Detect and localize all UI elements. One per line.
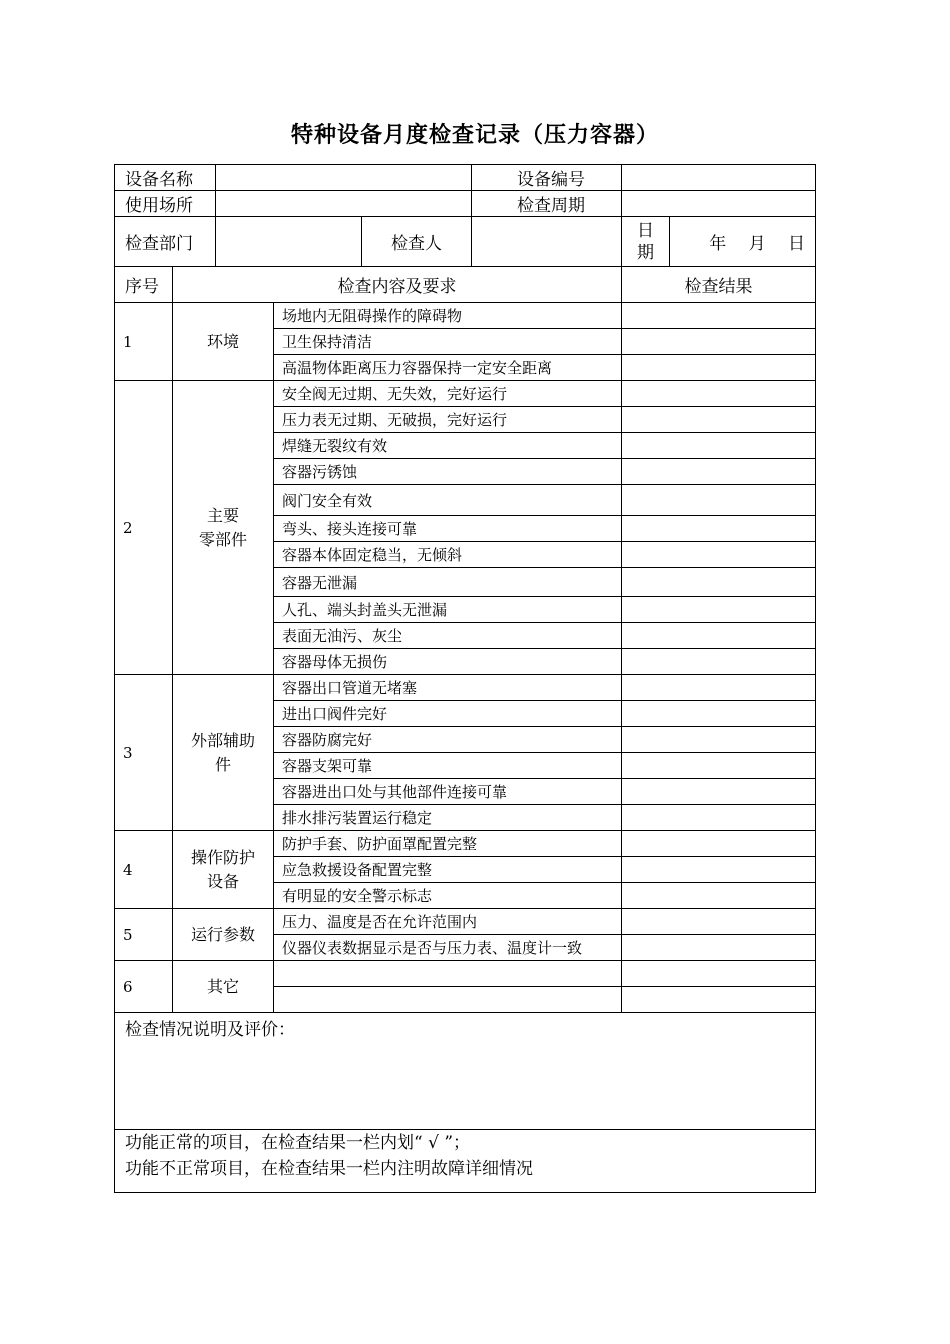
- check-item: 容器污锈蚀: [274, 459, 622, 485]
- section-seq: 2: [115, 381, 173, 675]
- date-label-line2: 期: [637, 242, 654, 263]
- check-item: 卫生保持清洁: [274, 329, 622, 355]
- result-cell[interactable]: [622, 355, 816, 381]
- result-cell[interactable]: [622, 542, 816, 568]
- result-cell[interactable]: [622, 485, 816, 516]
- section-name-line2: 设备: [206, 871, 239, 891]
- inspector-field[interactable]: [472, 217, 622, 267]
- date-label: [622, 217, 670, 267]
- location-label: 使用场所: [115, 191, 216, 217]
- result-cell[interactable]: [622, 568, 816, 597]
- device-no-label: 设备编号: [472, 165, 622, 191]
- section-name: [173, 381, 274, 675]
- notes-area: [115, 1130, 816, 1193]
- result-cell[interactable]: [622, 935, 816, 961]
- result-cell[interactable]: [622, 987, 816, 1013]
- result-cell[interactable]: [622, 805, 816, 831]
- check-item: 容器进出口处与其他部件连接可靠: [274, 779, 622, 805]
- check-item: 场地内无阻碍操作的障碍物: [274, 303, 622, 329]
- result-cell[interactable]: [622, 381, 816, 407]
- notes-line1: 功能正常的项目，在检查结果一栏内划“ √ ”；: [125, 1133, 471, 1153]
- section-name-line1: 操作防护: [190, 847, 255, 867]
- result-cell[interactable]: [622, 623, 816, 649]
- check-item: 容器母体无损伤: [274, 649, 622, 675]
- check-item: 高温物体距离压力容器保持一定安全距离: [274, 355, 622, 381]
- result-cell[interactable]: [622, 831, 816, 857]
- notes-line2: 功能不正常项目，在检查结果一栏内注明故障详细情况: [125, 1159, 533, 1179]
- result-cell[interactable]: [622, 459, 816, 485]
- device-no-field[interactable]: [622, 165, 816, 191]
- section-name: 运行参数: [173, 909, 274, 961]
- check-item: 容器无泄漏: [274, 568, 622, 597]
- device-name-label: 设备名称: [115, 165, 216, 191]
- check-item: 进出口阀件完好: [274, 701, 622, 727]
- section-name: 环境: [173, 303, 274, 381]
- period-label: 检查周期: [472, 191, 622, 217]
- check-item: 压力表无过期、无破损，完好运行: [274, 407, 622, 433]
- section-seq: 6: [115, 961, 173, 1013]
- remarks-label: 检查情况说明及评价：: [125, 1020, 295, 1040]
- date-field[interactable]: 年 月 日: [670, 217, 816, 267]
- check-item: 容器本体固定稳当，无倾斜: [274, 542, 622, 568]
- remarks-area[interactable]: [115, 1013, 816, 1130]
- result-cell[interactable]: [622, 883, 816, 909]
- result-cell[interactable]: [622, 961, 816, 987]
- date-label-line1: 日: [637, 220, 654, 241]
- check-item: 表面无油污、灰尘: [274, 623, 622, 649]
- check-item: 焊缝无裂纹有效: [274, 433, 622, 459]
- section-name: [173, 675, 274, 831]
- dept-label: 检查部门: [115, 217, 216, 267]
- section-seq: 3: [115, 675, 173, 831]
- section-seq: 1: [115, 303, 173, 381]
- section-name-line1: 外部辅助: [190, 730, 255, 750]
- device-name-field[interactable]: [216, 165, 472, 191]
- check-item: 防护手套、防护面罩配置完整: [274, 831, 622, 857]
- check-item: 排水排污装置运行稳定: [274, 805, 622, 831]
- section-name: [173, 831, 274, 909]
- result-cell[interactable]: [622, 516, 816, 542]
- check-item: 阀门安全有效: [274, 485, 622, 516]
- check-item: 容器支架可靠: [274, 753, 622, 779]
- result-cell[interactable]: [622, 675, 816, 701]
- check-item: 弯头、接头连接可靠: [274, 516, 622, 542]
- result-cell[interactable]: [622, 909, 816, 935]
- result-cell[interactable]: [622, 701, 816, 727]
- check-item: 容器出口管道无堵塞: [274, 675, 622, 701]
- location-field[interactable]: [216, 191, 472, 217]
- result-cell[interactable]: [622, 329, 816, 355]
- section-name-line2: 零部件: [198, 529, 247, 549]
- result-cell[interactable]: [622, 753, 816, 779]
- result-cell[interactable]: [622, 597, 816, 623]
- result-cell[interactable]: [622, 303, 816, 329]
- check-item: 人孔、端头封盖头无泄漏: [274, 597, 622, 623]
- section-name-line2: 件: [214, 754, 231, 774]
- section-seq: 5: [115, 909, 173, 961]
- result-header: 检查结果: [622, 267, 816, 303]
- result-cell[interactable]: [622, 857, 816, 883]
- period-field[interactable]: [622, 191, 816, 217]
- check-item: 仪器仪表数据显示是否与压力表、温度计一致: [274, 935, 622, 961]
- result-cell[interactable]: [622, 649, 816, 675]
- content-header: 检查内容及要求: [173, 267, 622, 303]
- seq-header: 序号: [115, 267, 173, 303]
- inspection-form: [114, 164, 816, 1193]
- inspector-label: 检查人: [362, 217, 472, 267]
- section-seq: 4: [115, 831, 173, 909]
- check-item[interactable]: [274, 987, 622, 1013]
- dept-field[interactable]: [216, 217, 362, 267]
- check-item[interactable]: [274, 961, 622, 987]
- section-name: 其它: [173, 961, 274, 1013]
- check-item: 应急救援设备配置完整: [274, 857, 622, 883]
- check-item: 压力、温度是否在允许范围内: [274, 909, 622, 935]
- check-item: 有明显的安全警示标志: [274, 883, 622, 909]
- result-cell[interactable]: [622, 433, 816, 459]
- result-cell[interactable]: [622, 407, 816, 433]
- section-name-line1: 主要: [206, 505, 239, 525]
- check-item: 安全阀无过期、无失效，完好运行: [274, 381, 622, 407]
- result-cell[interactable]: [622, 727, 816, 753]
- result-cell[interactable]: [622, 779, 816, 805]
- page-title: 特种设备月度检查记录（压力容器）: [290, 123, 659, 148]
- check-item: 容器防腐完好: [274, 727, 622, 753]
